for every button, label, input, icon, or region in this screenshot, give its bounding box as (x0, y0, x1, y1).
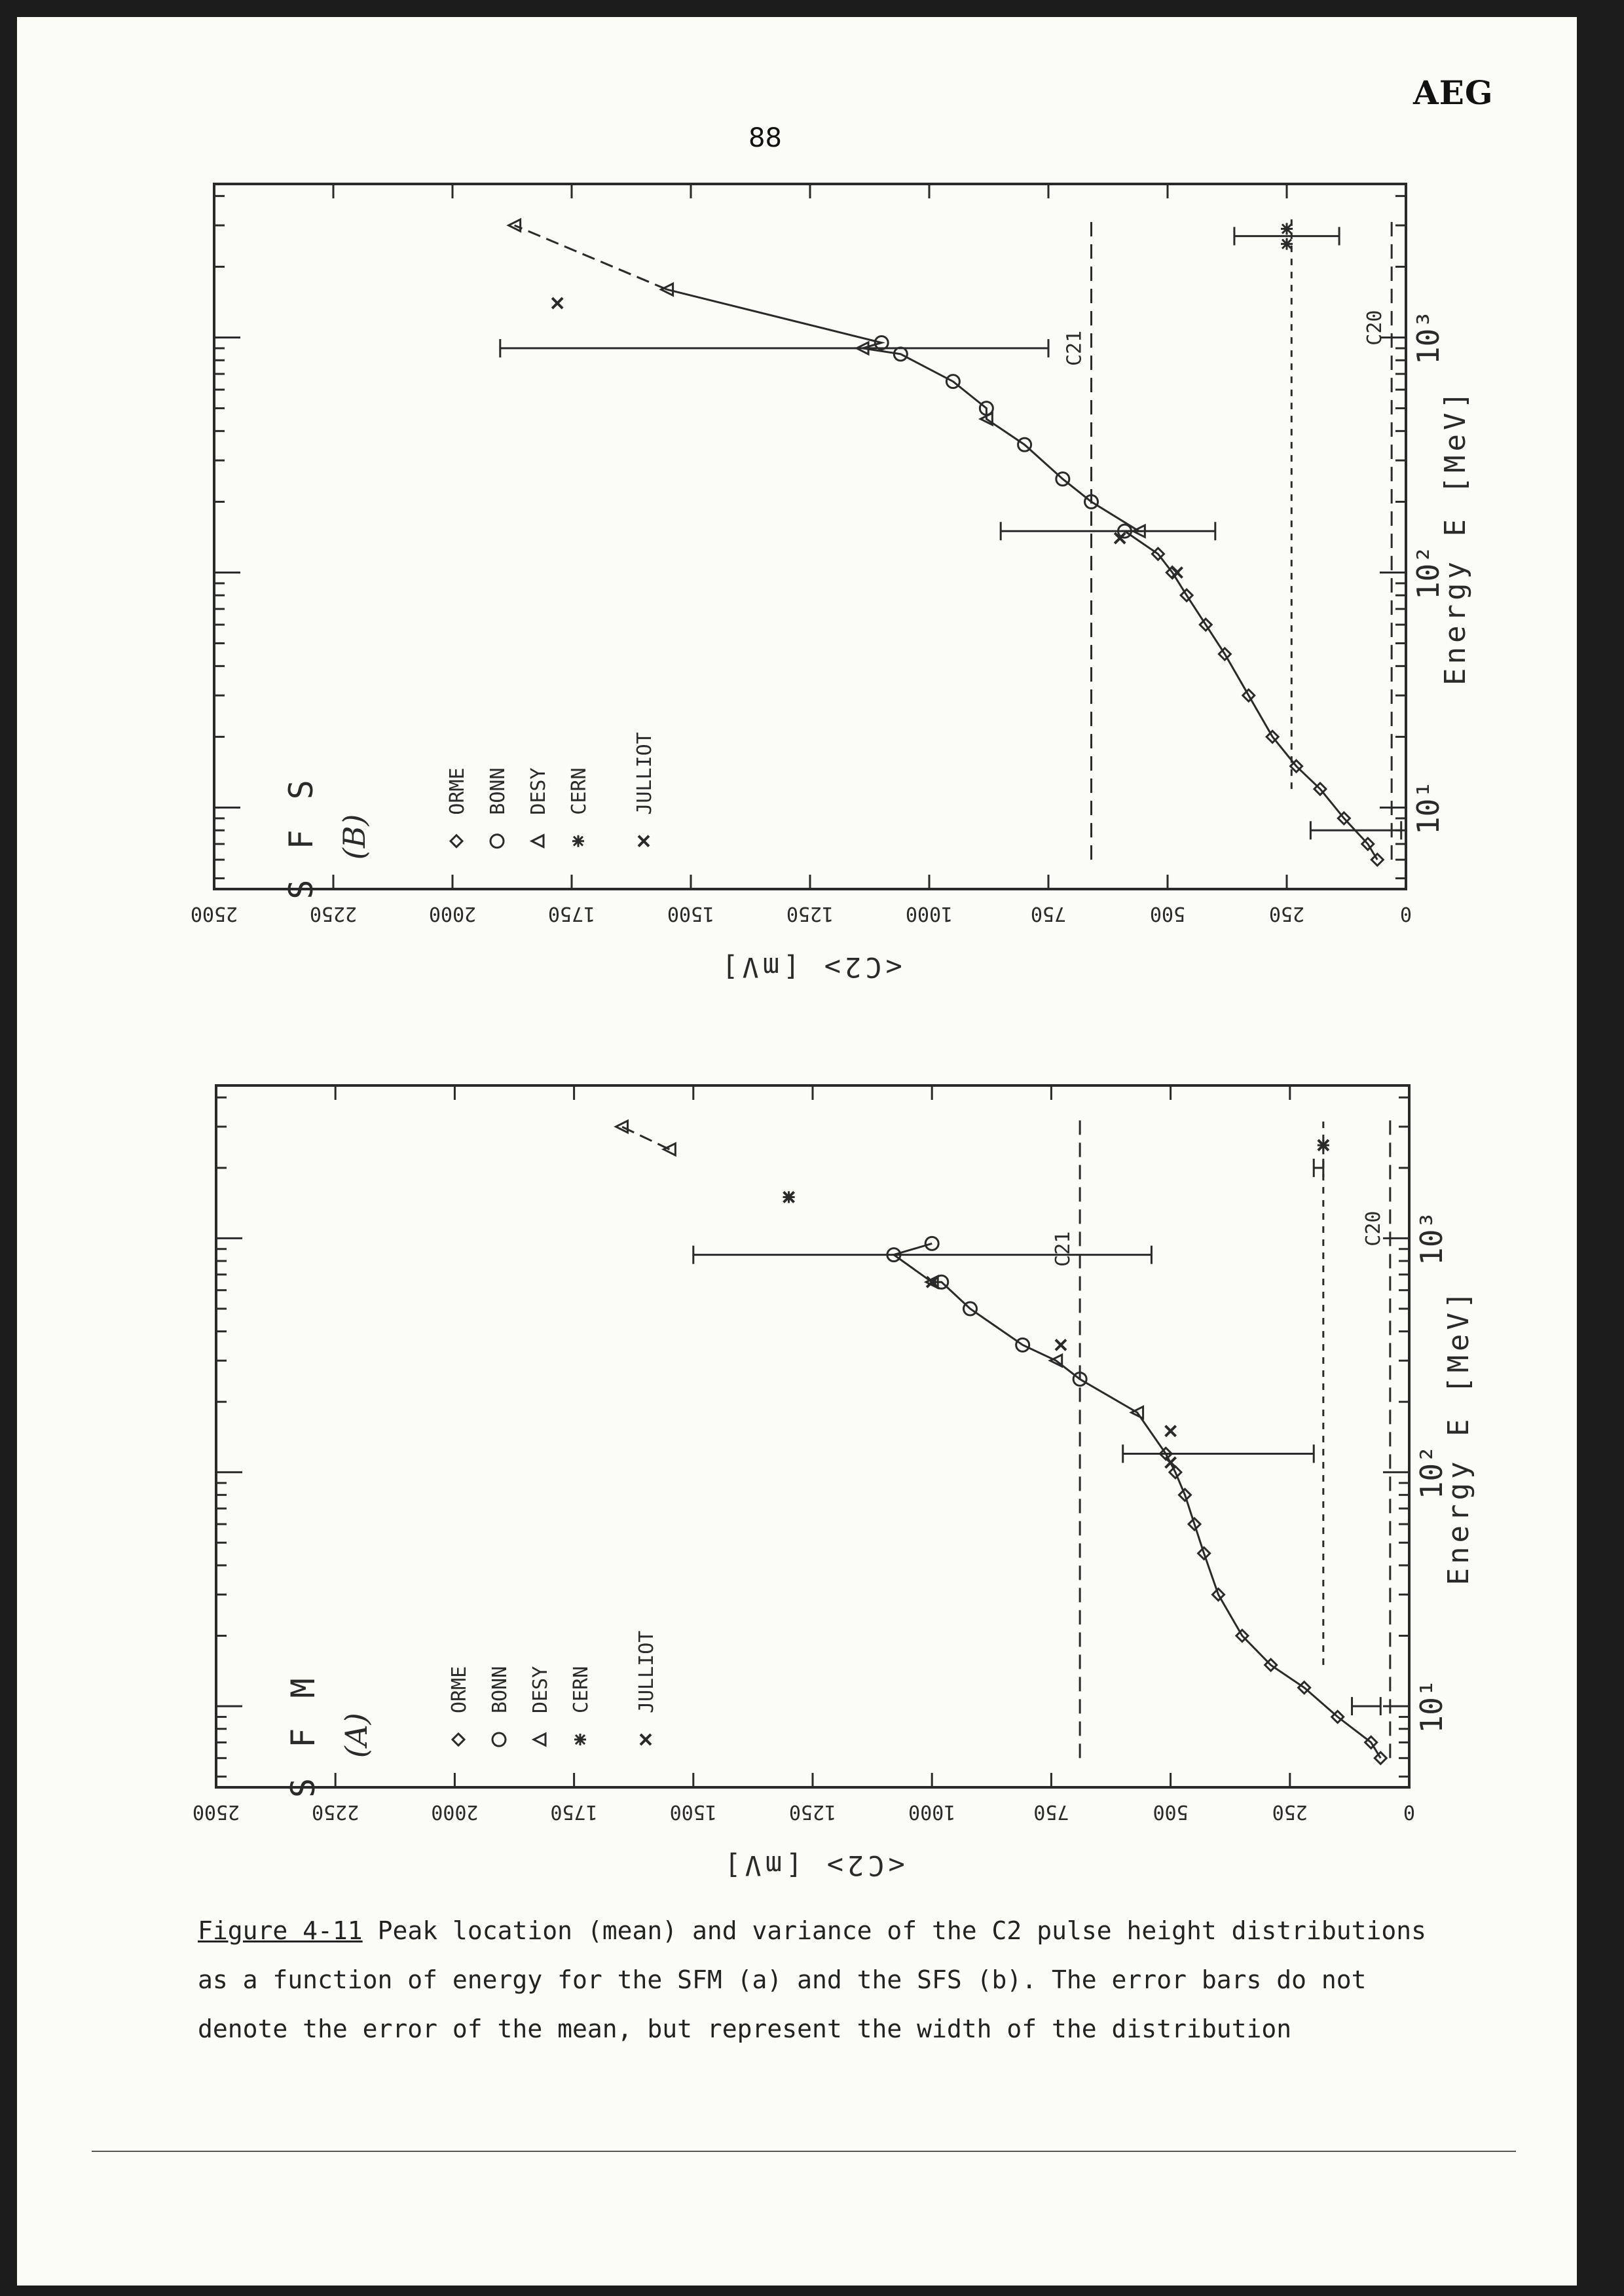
energy-decade-label: 10² (1414, 1445, 1449, 1500)
mv-axis-title: <C2> [mV] (718, 951, 902, 983)
figure-label: Figure 4-11 (198, 1916, 363, 1945)
panel-title: S F S (282, 774, 320, 900)
energy-decade-label: 10¹ (1414, 1679, 1449, 1734)
energy-decade-label: 10³ (1411, 310, 1446, 365)
mv-tick-label: 500 (1149, 902, 1186, 925)
energy-decade-label: 10¹ (1411, 780, 1446, 835)
legend-label: DESY (527, 767, 550, 815)
panel-subtitle: (A) (339, 1713, 374, 1758)
mv-tick-label: 1000 (905, 902, 953, 925)
legend-label: BONN (489, 1666, 511, 1714)
mv-tick-label: 250 (1268, 902, 1305, 925)
energy-decade-label: 10² (1411, 545, 1446, 600)
data-point-cern (1281, 238, 1293, 250)
mv-axis-title: <C2> [mV] (720, 1850, 905, 1882)
legend-label: DESY (529, 1666, 552, 1714)
legend-label: ORME (448, 1666, 471, 1714)
mv-tick-label: 2500 (190, 902, 238, 925)
fit-curve-extrapolated (515, 225, 667, 289)
legend-marker (451, 835, 462, 847)
data-point-orme (1371, 854, 1383, 866)
mv-tick-label: 1500 (667, 902, 715, 925)
figure-caption (198, 1906, 1442, 2054)
legend-marker (572, 835, 584, 847)
mv-tick-label: 1500 (669, 1800, 717, 1823)
mv-tick-label: 500 (1153, 1800, 1189, 1823)
mv-tick-label: 250 (1272, 1800, 1308, 1823)
footer-rule (92, 2151, 1516, 2152)
page-number: 88 (748, 123, 782, 153)
caption-text: Peak location (mean) and variance of the C2 pulse height distributions as a function of energy for the SFM (a) and the SFS (b). The error bars do not denote the error of the mean, but represent the width of the distribution (198, 1916, 1427, 2043)
legend-marker (638, 836, 649, 847)
mv-tick-label: 1000 (908, 1800, 956, 1823)
mv-tick-label: 1250 (786, 902, 834, 925)
mv-tick-label: 2000 (428, 902, 477, 925)
reference-line-label: C20 (1363, 310, 1387, 346)
mv-tick-label: 750 (1030, 902, 1067, 925)
mv-tick-label: 1750 (550, 1800, 598, 1823)
mv-tick-label: 1750 (547, 902, 596, 925)
legend-label: ORME (446, 767, 469, 815)
mv-tick-label: 2500 (192, 1800, 240, 1823)
mv-tick-label: 2250 (312, 1800, 360, 1823)
legend-label: JULLIOT (635, 1630, 658, 1714)
panel-title: S F M (284, 1673, 322, 1798)
legend-marker (490, 835, 504, 848)
mv-tick-label: 2000 (431, 1800, 479, 1823)
legend-label: CERN (570, 1666, 593, 1714)
mv-tick-label: 750 (1033, 1800, 1069, 1823)
legend-label: CERN (568, 767, 591, 815)
energy-axis-title: Energy E [MeV] (1439, 388, 1472, 685)
energy-decade-label: 10³ (1414, 1211, 1449, 1266)
reference-line-label: C21 (1052, 1231, 1075, 1267)
mv-tick-label: 1250 (788, 1800, 837, 1823)
mv-tick-label: 0 (1403, 1800, 1416, 1823)
energy-axis-title: Energy E [MeV] (1442, 1287, 1475, 1586)
legend-label: BONN (487, 767, 509, 815)
legend-label: JULLIOT (633, 732, 656, 815)
data-point-julliot (552, 298, 563, 308)
sfs-plot-frame (214, 184, 1406, 889)
fit-curve (667, 289, 1378, 860)
mv-tick-label: 0 (1399, 902, 1412, 925)
legend-marker (532, 835, 544, 847)
mv-tick-label: 2250 (309, 902, 358, 925)
data-point-cern (1281, 223, 1293, 235)
panel-subtitle: (B) (337, 814, 372, 860)
reference-line-label: C20 (1361, 1211, 1385, 1247)
aeg-logo: AEG (1413, 73, 1494, 112)
reference-line-label: C21 (1063, 330, 1086, 367)
